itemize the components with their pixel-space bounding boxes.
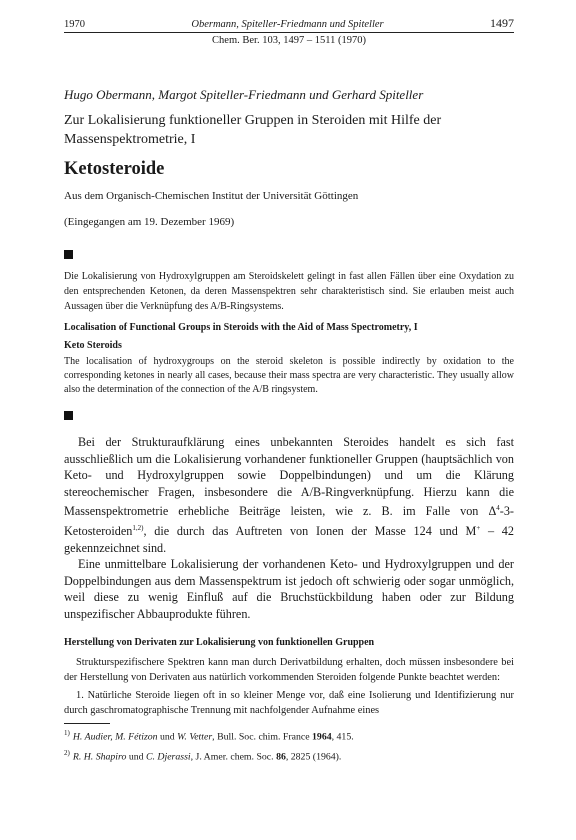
author-list: Hugo Obermann, Margot Spiteller-Friedmann und Gerhard Spiteller [64,87,424,102]
header-running-title: Obermann, Spiteller-Friedmann und Spiteller [191,19,384,30]
footnote [64,726,514,744]
body-text: -3-Ketosteroiden [64,504,514,539]
footnote-volume: 86 [276,751,286,763]
footnote-number: 2) [64,748,70,757]
body-paragraph: Eine unmittelbare Lokalisierung der vorhandenen Keto- und Hydroxylgruppen und der Doppelbindungen aus dem Massenspektrum ist jedoch oft schwierig oder sogar unmöglich, weil diese zu wenig Einfluß auf die Bruchstückbildung haben oder zur Bildung unspezifischer Abbauprodukte führen. [64,557,514,622]
abstract-english: The localisation of hydroxygroups on the steroid skeleton is possible indirectly by oxidation to the corresponding ketones in nearly all cases, because their mass spectra are very characteristic. They usually allow also the determination of the connection of the A/B ringsystem. [64,356,514,395]
english-subtitle: Keto Steroids [64,340,122,351]
section-paragraph: Strukturspezifischere Spektren kann man durch Derivatbildung erhalten, doch müssen insbesondere bei der Herstellung von Derivaten aus natürlich vorkommenden Steroiden folgende Punkte beachtet werden: [64,656,514,683]
charge-superscript: + [476,524,481,533]
section-heading: Herstellung von Derivaten zur Lokalisierung von funktionellen Gruppen [64,636,375,648]
section-paragraph: 1. Natürliche Steroide liegen oft in so kleiner Menge vor, daß eine Isolierung und Identifizierung nur durch gaschromatographische Trennung mit nachfolgender Aufnahme eines [64,689,514,716]
footnote-authors: C. Djerassi [145,751,191,763]
section-marker-square [64,411,73,420]
footnote-text: und [126,751,146,763]
footnote-pages: , 2825 (1964). [285,751,342,763]
footnote-rule [64,723,110,724]
footnote-pages: , 415. [331,730,354,742]
reference-marker: 1,2) [132,524,144,533]
body-text: – 42 gekennzeichnet sind. [64,524,514,555]
body-paragraph [64,434,514,556]
paper-title: Zur Lokalisierung funktioneller Gruppen in Steroiden mit Hilfe der Massenspektrometrie, I [64,113,442,147]
footnote-text: und [157,730,178,742]
header-page-number: 1497 [489,16,514,30]
footnote-number: 1) [64,728,70,737]
footnote-authors: H. Audier, M. Fétizon [72,730,158,742]
received-date: (Eingegangen am 19. Dezember 1969) [64,216,235,228]
english-title: Localisation of Functional Groups in Steroids with the Aid of Mass Spectrometry, I [64,322,418,333]
footnote-authors: R. H. Shapiro [72,751,127,763]
header-year: 1970 [64,19,85,30]
body-text: , die durch das Auftreten von Ionen der Masse 124 und M [143,524,477,539]
journal-citation: Chem. Ber. 103, 1497 – 1511 (1970) [212,35,366,46]
footnote-journal: , Bull. Soc. chim. France [212,730,313,742]
journal-page [64,16,514,764]
section-marker-square [64,250,73,259]
footnote [64,746,514,764]
footnote-volume: 1964 [312,730,332,742]
footnote-authors: W. Vetter [177,730,213,742]
body-text: Bei der Strukturaufklärung eines unbekannten Steroides handelt es sich fast ausschließlich um die Lokalisierung vorhandener funktioneller Gruppen (hauptsächlich von Keto- und Hydroxylgruppen sowie Doppelbindungen) und um die Klärung stereochemischer Fragen, insbesondere die A/B-Ringverknüpfung. Hierzu kann die Massenspektrometrie erhebliche Beiträge leisten, wie z. B. im Falle von Δ [64,435,514,519]
running-header [64,16,514,33]
footnote-journal: , J. Amer. chem. Soc. [190,751,277,763]
delta-superscript: 4 [496,504,500,513]
institute-affiliation: Aus dem Organisch-Chemischen Institut der Universität Göttingen [64,190,359,202]
paper-subtitle: Ketosteroide [64,159,165,179]
abstract-german: Die Lokalisierung von Hydroxylgruppen am Steroidskelett gelingt in fast allen Fällen über eine Oxydation zu den entsprechenden Ketonen, da deren Massenspektren sehr charakteristisch sind. Sie erlauben meist auch Aussagen über die Verknüpfung des A/B-Ringsystems. [64,271,514,312]
